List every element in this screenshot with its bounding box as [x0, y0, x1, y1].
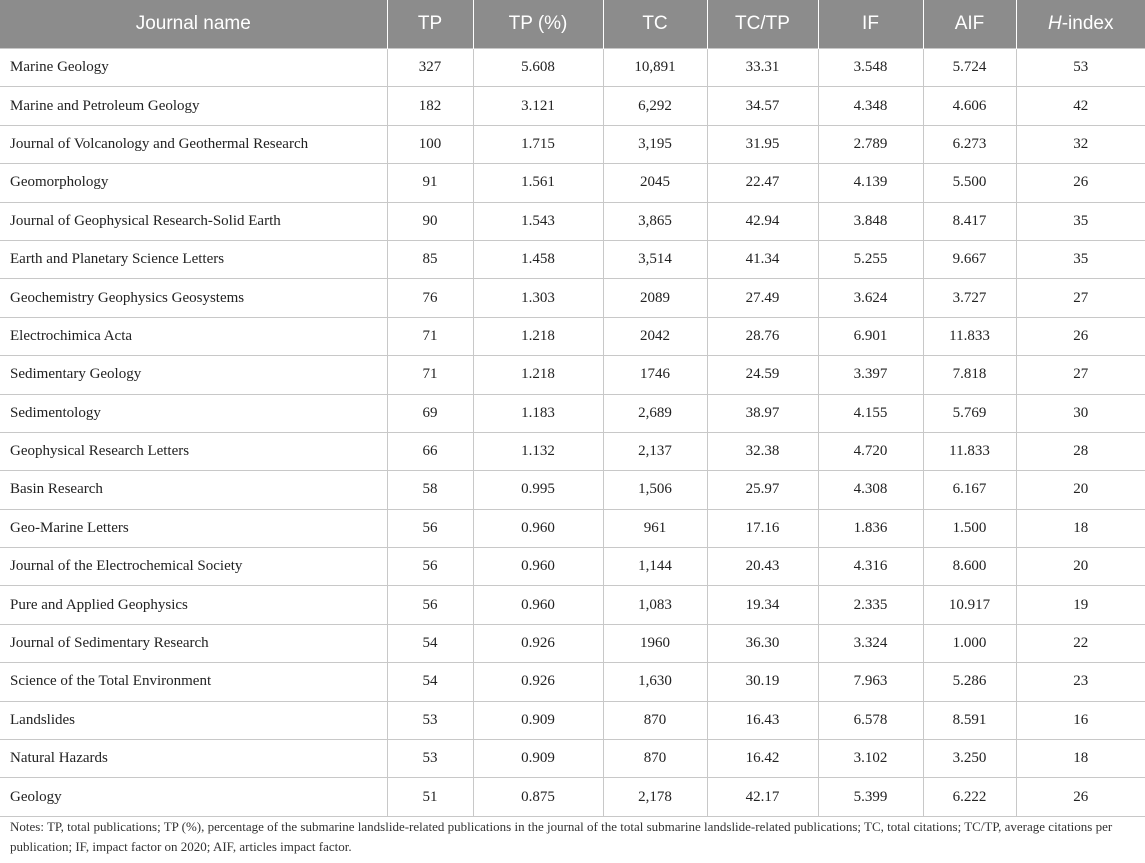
aif-cell: 8.600 — [923, 548, 1016, 586]
tp-cell: 58 — [387, 471, 473, 509]
table-row — [0, 164, 1145, 202]
aif-cell: 11.833 — [923, 432, 1016, 470]
journal-name-cell: Electrochimica Acta — [0, 317, 387, 355]
if-cell: 4.155 — [818, 394, 923, 432]
tc-tp-cell: 19.34 — [707, 586, 818, 624]
tc-tp-cell: 16.42 — [707, 740, 818, 778]
tp-cell: 71 — [387, 317, 473, 355]
table-row — [0, 240, 1145, 278]
h-index-cell: 28 — [1016, 432, 1145, 470]
aif-cell: 4.606 — [923, 87, 1016, 125]
tp-percent-cell: 1.715 — [473, 125, 603, 163]
if-cell: 1.836 — [818, 509, 923, 547]
tc-tp-cell: 36.30 — [707, 624, 818, 662]
tc-tp-cell: 33.31 — [707, 49, 818, 87]
table-row — [0, 624, 1145, 662]
tc-cell: 1746 — [603, 356, 707, 394]
tc-tp-cell: 32.38 — [707, 432, 818, 470]
tc-cell: 6,292 — [603, 87, 707, 125]
table-row — [0, 471, 1145, 509]
tp-percent-cell: 5.608 — [473, 49, 603, 87]
table-row — [0, 432, 1145, 470]
h-index-cell: 19 — [1016, 586, 1145, 624]
tc-tp-cell: 42.94 — [707, 202, 818, 240]
aif-cell: 6.273 — [923, 125, 1016, 163]
tc-cell: 2,137 — [603, 432, 707, 470]
h-index-cell: 23 — [1016, 663, 1145, 701]
journal-name-cell: Basin Research — [0, 471, 387, 509]
tc-tp-cell: 16.43 — [707, 701, 818, 739]
table-row — [0, 663, 1145, 701]
tc-cell: 3,195 — [603, 125, 707, 163]
if-cell: 2.789 — [818, 125, 923, 163]
tc-tp-cell: 31.95 — [707, 125, 818, 163]
table-body — [0, 49, 1145, 817]
tp-cell: 66 — [387, 432, 473, 470]
header-tp: TP — [387, 0, 473, 49]
h-index-cell: 35 — [1016, 240, 1145, 278]
aif-cell: 9.667 — [923, 240, 1016, 278]
table-row — [0, 356, 1145, 394]
tp-percent-cell: 1.218 — [473, 356, 603, 394]
aif-cell: 11.833 — [923, 317, 1016, 355]
h-index-cell: 35 — [1016, 202, 1145, 240]
tp-cell: 85 — [387, 240, 473, 278]
if-cell: 4.308 — [818, 471, 923, 509]
tp-cell: 53 — [387, 740, 473, 778]
journal-name-cell: Sedimentary Geology — [0, 356, 387, 394]
tc-tp-cell: 38.97 — [707, 394, 818, 432]
tc-cell: 870 — [603, 701, 707, 739]
tc-cell: 2045 — [603, 164, 707, 202]
table-row — [0, 586, 1145, 624]
tc-tp-cell: 27.49 — [707, 279, 818, 317]
journal-name-cell: Science of the Total Environment — [0, 663, 387, 701]
if-cell: 2.335 — [818, 586, 923, 624]
table-header-row — [0, 0, 1145, 49]
tp-percent-cell: 0.909 — [473, 740, 603, 778]
if-cell: 3.102 — [818, 740, 923, 778]
h-index-cell: 22 — [1016, 624, 1145, 662]
tc-cell: 2089 — [603, 279, 707, 317]
tc-tp-cell: 42.17 — [707, 778, 818, 816]
tc-cell: 961 — [603, 509, 707, 547]
tp-percent-cell: 1.183 — [473, 394, 603, 432]
h-index-cell: 16 — [1016, 701, 1145, 739]
aif-cell: 6.222 — [923, 778, 1016, 816]
tc-cell: 870 — [603, 740, 707, 778]
tc-tp-cell: 34.57 — [707, 87, 818, 125]
tc-cell: 2042 — [603, 317, 707, 355]
tc-tp-cell: 30.19 — [707, 663, 818, 701]
aif-cell: 3.727 — [923, 279, 1016, 317]
journal-name-cell: Journal of Volcanology and Geothermal Research — [0, 125, 387, 163]
tc-tp-cell: 20.43 — [707, 548, 818, 586]
tp-cell: 91 — [387, 164, 473, 202]
aif-cell: 8.417 — [923, 202, 1016, 240]
tp-cell: 71 — [387, 356, 473, 394]
table-row — [0, 394, 1145, 432]
h-index-cell: 42 — [1016, 87, 1145, 125]
if-cell: 3.397 — [818, 356, 923, 394]
journal-name-cell: Pure and Applied Geophysics — [0, 586, 387, 624]
tc-cell: 1,506 — [603, 471, 707, 509]
tp-percent-cell: 0.960 — [473, 509, 603, 547]
header-tc: TC — [603, 0, 707, 49]
journal-name-cell: Geology — [0, 778, 387, 816]
tp-cell: 182 — [387, 87, 473, 125]
tp-percent-cell: 1.132 — [473, 432, 603, 470]
if-cell: 7.963 — [818, 663, 923, 701]
header-tp-percent: TP (%) — [473, 0, 603, 49]
tp-percent-cell: 1.458 — [473, 240, 603, 278]
header-aif: AIF — [923, 0, 1016, 49]
if-cell: 6.901 — [818, 317, 923, 355]
aif-cell: 5.500 — [923, 164, 1016, 202]
tc-cell: 1,083 — [603, 586, 707, 624]
h-index-cell: 26 — [1016, 164, 1145, 202]
header-journal-name: Journal name — [0, 0, 387, 49]
table-row — [0, 87, 1145, 125]
header-h-index — [1016, 0, 1145, 49]
tc-cell: 10,891 — [603, 49, 707, 87]
tc-tp-cell: 24.59 — [707, 356, 818, 394]
journal-name-cell: Marine and Petroleum Geology — [0, 87, 387, 125]
tp-percent-cell: 0.926 — [473, 624, 603, 662]
table-notes: Notes: TP, total publications; TP (%), percentage of the submarine landslide-related publications in the journal of the total submarine landslide-related publications; TC, total citations; TC/TP, average citations per publication; IF, impact factor on 2020; AIF, articles impact factor. — [10, 819, 1113, 854]
if-cell: 3.324 — [818, 624, 923, 662]
table-row — [0, 740, 1145, 778]
journal-name-cell: Natural Hazards — [0, 740, 387, 778]
aif-cell: 5.724 — [923, 49, 1016, 87]
tp-cell: 56 — [387, 548, 473, 586]
h-index-cell: 20 — [1016, 548, 1145, 586]
tc-cell: 2,178 — [603, 778, 707, 816]
tp-percent-cell: 0.875 — [473, 778, 603, 816]
tp-cell: 51 — [387, 778, 473, 816]
if-cell: 4.139 — [818, 164, 923, 202]
table-row — [0, 778, 1145, 816]
tc-cell: 1,144 — [603, 548, 707, 586]
tc-cell: 1,630 — [603, 663, 707, 701]
h-index-cell: 30 — [1016, 394, 1145, 432]
tp-percent-cell: 1.218 — [473, 317, 603, 355]
if-cell: 3.548 — [818, 49, 923, 87]
header-h-rest: -index — [1061, 13, 1114, 34]
aif-cell: 1.000 — [923, 624, 1016, 662]
journal-name-cell: Geo-Marine Letters — [0, 509, 387, 547]
h-index-cell: 18 — [1016, 740, 1145, 778]
table-row — [0, 125, 1145, 163]
h-index-cell: 26 — [1016, 317, 1145, 355]
if-cell: 6.578 — [818, 701, 923, 739]
tc-cell: 3,865 — [603, 202, 707, 240]
journal-name-cell: Journal of the Electrochemical Society — [0, 548, 387, 586]
journal-name-cell: Journal of Sedimentary Research — [0, 624, 387, 662]
h-index-cell: 26 — [1016, 778, 1145, 816]
journal-name-cell: Landslides — [0, 701, 387, 739]
h-index-cell: 53 — [1016, 49, 1145, 87]
tp-percent-cell: 0.995 — [473, 471, 603, 509]
aif-cell: 6.167 — [923, 471, 1016, 509]
aif-cell: 10.917 — [923, 586, 1016, 624]
tp-percent-cell: 3.121 — [473, 87, 603, 125]
tc-tp-cell: 41.34 — [707, 240, 818, 278]
tp-cell: 56 — [387, 509, 473, 547]
header-if: IF — [818, 0, 923, 49]
tp-cell: 90 — [387, 202, 473, 240]
tp-percent-cell: 0.909 — [473, 701, 603, 739]
table-row — [0, 509, 1145, 547]
if-cell: 4.348 — [818, 87, 923, 125]
if-cell: 5.255 — [818, 240, 923, 278]
tp-cell: 327 — [387, 49, 473, 87]
aif-cell: 5.286 — [923, 663, 1016, 701]
journal-name-cell: Journal of Geophysical Research-Solid Earth — [0, 202, 387, 240]
tp-percent-cell: 1.303 — [473, 279, 603, 317]
table-row — [0, 49, 1145, 87]
if-cell: 4.316 — [818, 548, 923, 586]
table-row — [0, 548, 1145, 586]
h-index-cell: 18 — [1016, 509, 1145, 547]
aif-cell: 8.591 — [923, 701, 1016, 739]
aif-cell: 5.769 — [923, 394, 1016, 432]
tp-percent-cell: 1.561 — [473, 164, 603, 202]
aif-cell: 3.250 — [923, 740, 1016, 778]
tc-cell: 1960 — [603, 624, 707, 662]
tc-cell: 2,689 — [603, 394, 707, 432]
journal-name-cell: Geomorphology — [0, 164, 387, 202]
tc-tp-cell: 28.76 — [707, 317, 818, 355]
tc-tp-cell: 22.47 — [707, 164, 818, 202]
h-index-cell: 27 — [1016, 356, 1145, 394]
tc-tp-cell: 17.16 — [707, 509, 818, 547]
header-tc-tp: TC/TP — [707, 0, 818, 49]
aif-cell: 7.818 — [923, 356, 1016, 394]
tp-percent-cell: 1.543 — [473, 202, 603, 240]
tp-percent-cell: 0.926 — [473, 663, 603, 701]
tc-tp-cell: 25.97 — [707, 471, 818, 509]
tp-cell: 76 — [387, 279, 473, 317]
table-row — [0, 317, 1145, 355]
h-index-cell: 32 — [1016, 125, 1145, 163]
if-cell: 3.848 — [818, 202, 923, 240]
tp-percent-cell: 0.960 — [473, 586, 603, 624]
table-row — [0, 701, 1145, 739]
tp-percent-cell: 0.960 — [473, 548, 603, 586]
tp-cell: 56 — [387, 586, 473, 624]
if-cell: 4.720 — [818, 432, 923, 470]
if-cell: 3.624 — [818, 279, 923, 317]
if-cell: 5.399 — [818, 778, 923, 816]
table-row — [0, 202, 1145, 240]
tp-cell: 100 — [387, 125, 473, 163]
tp-cell: 54 — [387, 663, 473, 701]
journal-name-cell: Marine Geology — [0, 49, 387, 87]
journal-name-cell: Geophysical Research Letters — [0, 432, 387, 470]
journal-name-cell: Geochemistry Geophysics Geosystems — [0, 279, 387, 317]
tp-cell: 53 — [387, 701, 473, 739]
journal-name-cell: Earth and Planetary Science Letters — [0, 240, 387, 278]
tp-cell: 69 — [387, 394, 473, 432]
h-index-cell: 20 — [1016, 471, 1145, 509]
aif-cell: 1.500 — [923, 509, 1016, 547]
h-index-cell: 27 — [1016, 279, 1145, 317]
table-row — [0, 279, 1145, 317]
tp-cell: 54 — [387, 624, 473, 662]
journal-name-cell: Sedimentology — [0, 394, 387, 432]
header-h-italic: H — [1048, 13, 1062, 34]
tc-cell: 3,514 — [603, 240, 707, 278]
